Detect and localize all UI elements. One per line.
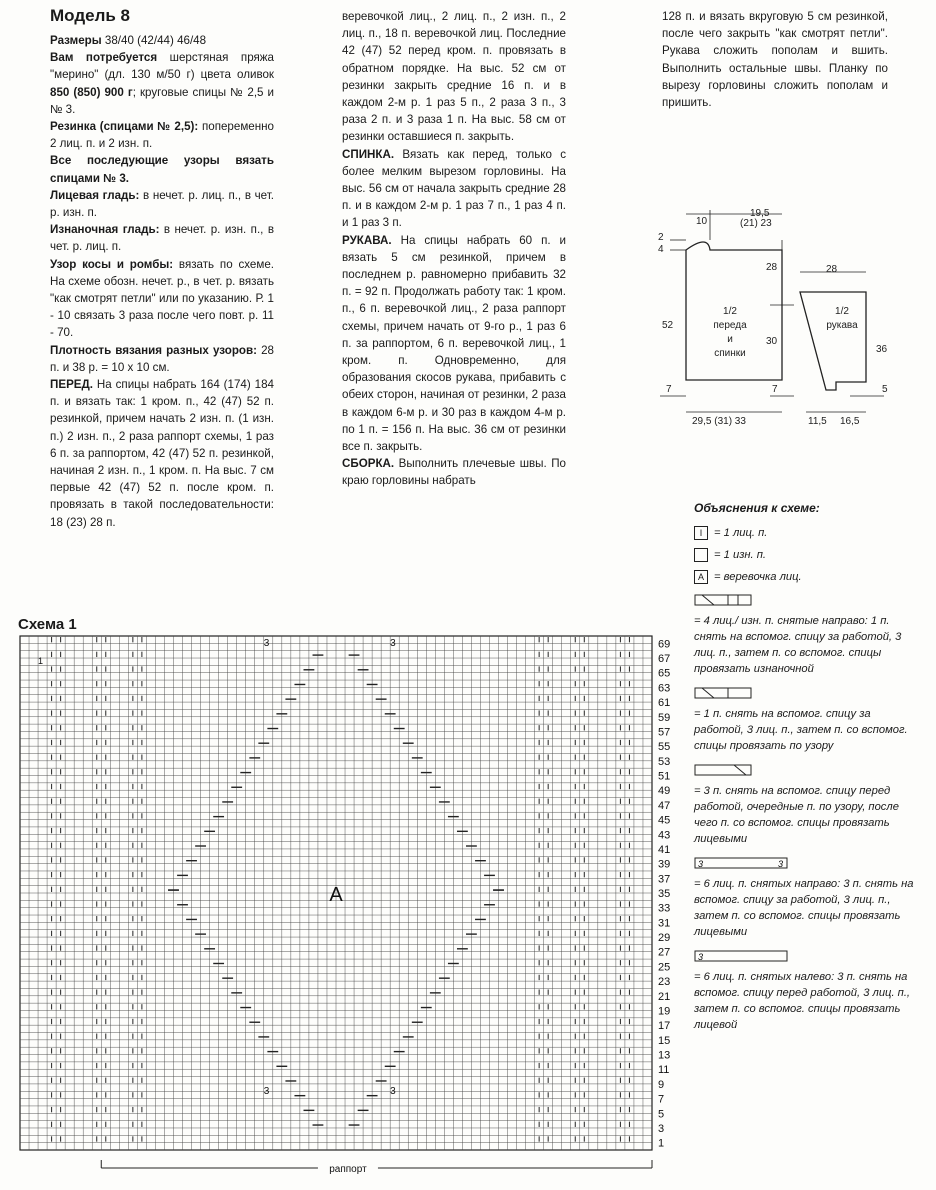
row-label: 55 bbox=[658, 741, 671, 754]
repeat-label: раппорт bbox=[329, 1164, 367, 1175]
assembly-paragraph: СБОРКА. Выполнить плечевые швы. По краю горловины набрать bbox=[342, 457, 566, 488]
row-label: 15 bbox=[658, 1034, 671, 1047]
row-label: 39 bbox=[658, 858, 671, 871]
legend-knit-text: = 1 лиц. п. bbox=[714, 527, 768, 539]
legend-row-knit bbox=[694, 522, 922, 544]
legend-cord-text: = веревочка лиц. bbox=[714, 571, 802, 583]
knit-symbol: I bbox=[694, 526, 708, 540]
front-title-4: спинки bbox=[714, 348, 746, 359]
row-label: 27 bbox=[658, 946, 671, 959]
model-title: Модель 8 bbox=[50, 6, 130, 25]
row-label: 35 bbox=[658, 888, 671, 900]
legend-cable-1: = 4 лиц./ изн. п. снятые направо: 1 п. снять на вспомог. спицу за работой, 3 лиц. п., затем п. со вспомог. спицы провязать изнаночной bbox=[694, 615, 902, 675]
sleeve-dim-28: 28 bbox=[826, 264, 838, 275]
dim-7-left: 7 bbox=[666, 384, 672, 395]
sleeve-title-2: рукава bbox=[826, 320, 858, 331]
row-label: 53 bbox=[658, 755, 671, 768]
cable-marker: 3 bbox=[390, 638, 396, 649]
svg-text:3: 3 bbox=[698, 952, 704, 962]
dim-neck: 10 bbox=[696, 216, 708, 227]
dim-2: 2 bbox=[658, 232, 664, 243]
cable-4-symbol bbox=[694, 594, 754, 606]
cable-marker: 3 bbox=[263, 638, 270, 649]
purl-symbol bbox=[694, 548, 708, 562]
legend-cable-4: = 6 лиц. п. снятых направо: 3 п. снять на вспомог. спицу за работой, 3 лиц. п., затем п. со вспомог. спицы провязать лицевыми bbox=[694, 878, 914, 938]
legend-purl-text: = 1 изн. п. bbox=[714, 549, 767, 561]
front-title-2: переда bbox=[713, 320, 747, 331]
dim-52: 52 bbox=[662, 320, 674, 331]
row-label: 63 bbox=[658, 682, 671, 695]
row-label: 25 bbox=[658, 961, 671, 974]
dim-30: 30 bbox=[766, 336, 778, 347]
cable-marker: 3 bbox=[390, 1086, 396, 1097]
sleeve-paragraph: РУКАВА. На спицы набрать 60 п. и вязать 5 см резинкой, причем в последнем р. равномерно прибавить 32 п. = 92 п. Продолжать работу так: 1 кром. п., 6 п. веревочкой лиц., 2 раза раппорт схемы, причем начать от 9-го р., 1 раз 6 п. за раппортом, 6 п. веревочкой лиц., 1 кром. п. Одновременно, для образования скосов рукава, прибавить с обеих сторон, начиная от резинки, 2 раза в каждом 6-м р. и 30 раз в каждом 4-м р. по 1 п. = 156 п. На выс. 36 см от резинки все п. закрыть. bbox=[342, 233, 566, 454]
legend-title: Объяснения к схеме: bbox=[694, 501, 820, 515]
row-label: 33 bbox=[658, 902, 671, 915]
schema-title: Схема 1 bbox=[18, 616, 77, 633]
row-label: 45 bbox=[658, 814, 671, 827]
row-label: 31 bbox=[658, 917, 671, 930]
cable-1-3-symbol bbox=[694, 687, 754, 699]
row-label: 5 bbox=[658, 1108, 665, 1121]
reverse-paragraph: Изнаночная гладь: в нечет. р. изн. п., в чет. р. лиц. п. bbox=[50, 223, 275, 254]
row-label: 3 bbox=[658, 1122, 665, 1135]
dim-4: 4 bbox=[658, 244, 664, 255]
all-patterns-note: Все последующие узоры вязать спицами № 3. bbox=[50, 154, 274, 185]
dim-28: 28 bbox=[766, 262, 778, 273]
row-label: 23 bbox=[658, 976, 671, 989]
row-label: 9 bbox=[658, 1078, 665, 1091]
row-label: 49 bbox=[658, 785, 671, 798]
legend-cable-5: = 6 лиц. п. снятых налево: 3 п. снять на вспомог. спицу перед работой, 3 лиц. п., затем п. со вспомог. спицы провязать лицевой bbox=[694, 971, 911, 1031]
front-paragraph: ПЕРЕД. На спицы набрать 164 (174) 184 п. и вязать так: 1 кром. п., 42 (47) 52 п. резинкой, причем начать 2 изн. п. (1 изн. п.) 2 изн. п., 2 раза раппорт схемы, 1 раз 6 п. за раппортом, 42 (47) 52 п. резинкой, начиная 2 изн. п., 1 кром. п. На выс. 7 см первые 42 (47) 52 п. после кром. п. провязать в такой последовательности: 18 (23) 28 п. bbox=[50, 378, 274, 529]
dim-7-right: 7 bbox=[772, 384, 778, 395]
stockinette-paragraph: Лицевая гладь: в нечет. р. лиц. п., в чет. р. изн. п. bbox=[50, 188, 274, 220]
legend-cable-3: = 3 п. снять на вспомог. спицу перед работой, очередные п. по узору, после чего п. со вспомог. спицы провязать лицевыми bbox=[694, 785, 899, 845]
dim-width: 29,5 (31) 33 bbox=[692, 416, 746, 427]
legend-row-cord bbox=[694, 566, 922, 588]
cord-symbol: A bbox=[694, 570, 708, 584]
sleeve-title-1: 1/2 bbox=[835, 306, 849, 317]
row-label: 51 bbox=[658, 770, 671, 783]
row-label: 43 bbox=[658, 829, 671, 842]
legend bbox=[694, 500, 922, 1037]
row-label: 17 bbox=[658, 1020, 671, 1033]
dim-shoulder-alt: (21) 23 bbox=[740, 218, 772, 229]
row-label: 69 bbox=[658, 638, 671, 651]
front-continued: веревочкой лиц., 2 лиц. п., 2 изн. п., 2 лиц. п., 18 п. веревочкой лиц. Последние 42 (47) 52 перед кром. п. провязать в обратном порядке. На выс. 52 см от резинки закрыть средние 16 п. и в каждом 2-м р. 1 раз 5 п., 2 раза 3 п., 3 раза 2 п. и 3 раза 1 п. На выс. 58 см от резинки оставшиеся п. закрыть. bbox=[342, 10, 566, 144]
cable-3-symbol bbox=[694, 764, 754, 776]
cable-6-right-symbol bbox=[694, 857, 790, 869]
center-symbol: A bbox=[329, 884, 343, 906]
first-row-mark: 1 bbox=[38, 656, 44, 666]
row-label: 37 bbox=[658, 873, 671, 886]
front-title-3: и bbox=[727, 334, 733, 345]
svg-text:3: 3 bbox=[698, 859, 704, 869]
svg-text:3: 3 bbox=[778, 859, 784, 869]
sleeve-dim-36: 36 bbox=[876, 344, 888, 355]
row-label: 47 bbox=[658, 799, 671, 812]
dim-shoulder: 19,5 bbox=[750, 208, 770, 219]
row-label: 1 bbox=[658, 1137, 665, 1150]
cable-6-left-symbol bbox=[694, 950, 790, 962]
row-label: 57 bbox=[658, 726, 671, 739]
row-label: 21 bbox=[658, 990, 671, 1003]
legend-cable-2: = 1 п. снять на вспомог. спицу за работой, 3 лиц. п., затем п. со вспомог. спицы провязать по узору bbox=[694, 708, 908, 752]
row-label: 61 bbox=[658, 697, 671, 710]
row-label: 29 bbox=[658, 932, 671, 945]
row-label: 59 bbox=[658, 711, 671, 724]
density-paragraph: Плотность вязания разных узоров: 28 п. и 38 р. = 10 x 10 см. bbox=[50, 343, 274, 374]
legend-row-purl bbox=[694, 544, 922, 566]
rib-paragraph: Резинка (спицами № 2,5): попеременно 2 лиц. п. и 2 изн. п. bbox=[50, 120, 274, 151]
sizes-paragraph: Размеры 38/40 (42/44) 46/48 bbox=[50, 34, 207, 47]
assembly-continued: 128 п. и вязать вкруговую 5 см резинкой, после чего закрыть "как смотрят петли". Рукава сложить пополам и вшить. Выполнить остальные швы. Планку по вырезу горловины сложить пополам и пришить. bbox=[662, 10, 888, 110]
row-label: 41 bbox=[658, 843, 671, 856]
sleeve-dim-165: 16,5 bbox=[840, 416, 860, 427]
front-title-1: 1/2 bbox=[723, 306, 737, 317]
back-paragraph: СПИНКА. Вязать как перед, только с более мелким вырезом горловины. На выс. 56 см от начала закрыть средние 28 п. и в каждом 2-м р. 1 раз 7 п., 1 раз 4 п. и 1 раз 3 п. bbox=[342, 147, 566, 230]
row-label: 7 bbox=[658, 1093, 665, 1106]
row-label: 67 bbox=[658, 653, 671, 666]
cable-paragraph: Узор косы и ромбы: вязать по схеме. На схеме обозн. нечет. р., в чет. р. вязать "как смотрят петли" или по указанию. Р. 1 - 10 связать 3 раза после чего повт. р. 11 - 70. bbox=[50, 257, 274, 340]
sleeve-dim-115: 11,5 bbox=[808, 416, 827, 427]
row-label: 65 bbox=[658, 667, 671, 680]
row-label: 13 bbox=[658, 1049, 671, 1062]
row-label: 11 bbox=[658, 1064, 670, 1077]
row-label: 19 bbox=[658, 1005, 671, 1018]
materials-paragraph: Вам потребуется шерстяная пряжа "мерино" (дл. 130 м/50 г) цвета оливок 850 (850) 900 г; круговые спицы № 2,5 и № 3. bbox=[50, 51, 274, 116]
cable-marker: 3 bbox=[263, 1086, 270, 1097]
sleeve-dim-5: 5 bbox=[882, 384, 888, 395]
